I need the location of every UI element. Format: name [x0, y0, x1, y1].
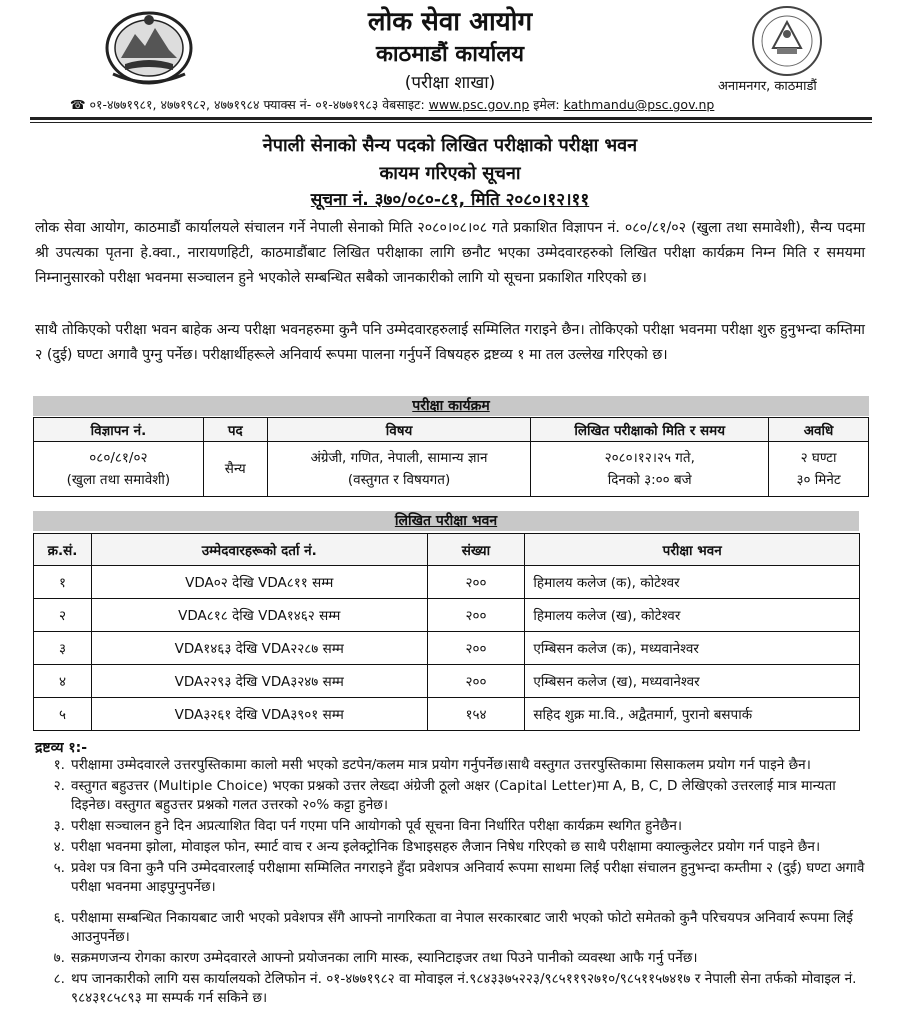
post-cell: सैन्य	[203, 442, 267, 497]
column-header: विषय	[267, 418, 531, 442]
notes-heading: द्रष्टव्य १:-	[35, 740, 88, 756]
section-name: (परीक्षा शाखा)	[404, 73, 496, 93]
notice-title: नेपाली सेनाको सैन्य पदको लिखित परीक्षाको परीक्षा भवन	[262, 135, 638, 156]
website-link[interactable]: www.psc.gov.np	[428, 97, 530, 112]
list-item: ३. परीक्षा सञ्चालन हुने दिन अप्रत्याशित विदा पर्न गएमा पनि आयोगको पूर्व सूचना विना निर्धारित परीक्षा कार्यक्रम स्थगित हुनेछैन।	[53, 818, 683, 834]
fax-number: फ्याक्स नं- ०१-४७७१९८३	[263, 97, 379, 112]
list-item: २. वस्तुगत बहुउत्तर (Multiple Choice) भएका प्रश्नको उत्तर लेख्दा अंग्रेजी ठूलो अक्षर (Capital Letter)मा A, B, C, D लेखिएको उत्तरलाई मात्र मान्यता दिइनेछ। वस्तुगत बहुउत्तर प्रश्नको गलत उत्तरको २०% कट्टा हुनेछ।	[53, 778, 836, 813]
datetime-cell: २०८०।१२।२५ गते, दिनको ३:०० बजे	[531, 442, 769, 497]
contact-line	[70, 96, 714, 113]
notice-paragraph-1: लोक सेवा आयोग, काठमाडौं कार्यालयले संचालन गर्ने नेपाली सेनाको मिति २०८०।०८।०८ गते प्रकाशित विज्ञापन नं. ०८०/८१/०२ (खुला तथा समावेशी), सैन्य पदमा श्री उपत्यका पृतना हे.क्वा., नारायणहिटी, काठमाडौंबाट लिखित परीक्षाका लागि छनौट भएका उम्मेदवारहरुको लिखित परीक्षा कार्यक्रम निम्न मिति र समयमा निम्नानुसारको परीक्षा भवनमा सञ्चालन हुने भएकोले सम्बन्धित सबैको जानकारीको लागि यो सूचना प्रकाशित गरिएको छ।	[35, 220, 865, 286]
schedule-table	[33, 417, 869, 497]
duration-cell: २ घण्टा ३० मिनेट	[769, 442, 869, 497]
office-address: अनामनगर, काठमाडौं	[718, 79, 817, 94]
website-label: वेबसाइट:	[382, 97, 425, 112]
column-header: पद	[203, 418, 267, 442]
header-divider-thin	[30, 122, 872, 123]
phone-numbers: ☎ ०१-४७७१९८१, ४७७१९८२, ४७७१९८४	[70, 97, 260, 112]
column-header: क्र.सं.	[34, 534, 92, 566]
table-row: ३ VDA१४६३ देखि VDA२२८७ सम्म २०० एम्बिसन कलेज (क), मध्यवानेश्वर	[34, 632, 860, 665]
notice-paragraph-2: साथै तोकिएको परीक्षा भवन बाहेक अन्य परीक्षा भवनहरुमा कुनै पनि उम्मेदवारहरुलाई सम्मिलित गराइने छैन। तोकिएको परीक्षा भवनमा परीक्षा शुरु हुनुभन्दा कम्तिमा २ (दुई) घण्टा अगावै पुग्नु पर्नेछ। परीक्षार्थीहरूले अनिवार्य रूपमा पालना गर्नुपर्ने विषयहरु द्रष्टव्य १ मा तल उल्लेख गरिएको छ।	[35, 322, 865, 363]
notes-list	[35, 756, 870, 1010]
list-item: ४. परीक्षा भवनमा झोला, मोवाइल फोन, स्मार्ट वाच र अन्य इलेक्ट्रोनिक डिभाइसहरु लैजान निषेध गरिएको छ साथै परीक्षामा क्याल्कुलेटर प्रयोग गर्न पाइने छैन।	[53, 839, 821, 855]
header-divider	[30, 117, 872, 120]
email-link[interactable]: kathmandu@psc.gov.np	[563, 97, 715, 112]
organization-name: लोक सेवा आयोग	[367, 7, 533, 37]
email-label: इमेल:	[533, 97, 560, 112]
list-item: ५. प्रवेश पत्र विना कुनै पनि उम्मेदवारलाई परीक्षामा सम्मिलित नगराइने हुँदा प्रवेशपत्र अनिवार्य रूपमा साथमा लिई परीक्षा संचालन हुनुभन्दा कम्तीमा २ (दुई) घण्टा अगावै परीक्षा भवनमा आइपुग्नुपर्नेछ।	[53, 860, 865, 895]
list-item: १. परीक्षामा उम्मेदवारले उत्तरपुस्तिकामा कालो मसी भएको डटपेन/कलम मात्र प्रयोग गर्नुपर्नेछ।साथै वस्तुगत उत्तरपुस्तिकामा सिसाकलम प्रयोग गर्न पाइने छैन।	[53, 757, 811, 773]
list-item: ७. सक्रमणजन्य रोगका कारण उम्मेदवारले आफ्नो प्रयोजनका लागि मास्क, स्यानिटाइजर तथा पिउने पानीको व्यवस्था आफै गर्नु पर्नेछ।	[53, 950, 698, 966]
table-row: ४ VDA२२९३ देखि VDA३२४७ सम्म २०० एम्बिसन कलेज (ख), मध्यवानेश्वर	[34, 665, 860, 698]
venues-heading: लिखित परीक्षा भवन	[33, 511, 859, 531]
letterhead	[0, 0, 900, 120]
table-row: २ VDA८१८ देखि VDA१४६२ सम्म २०० हिमालय कलेज (ख), कोटेश्वर	[34, 599, 860, 632]
office-name: काठमाडौं कार्यालय	[375, 42, 525, 67]
list-item: ६. परीक्षामा सम्बन्धित निकायबाट जारी भएको प्रवेशपत्र सँगै आफ्नो नागरिकता वा नेपाल सरकारबाट जारी भएको फोटो समेतको कुनै परिचयपत्र अनिवार्य रूपमा लिई आउनुपर्नेछ।	[53, 910, 853, 945]
table-header-row	[34, 534, 860, 566]
column-header: उम्मेदवारहरूको दर्ता नं.	[91, 534, 427, 566]
column-header: लिखित परीक्षाको मिति र समय	[531, 418, 769, 442]
schedule-heading: परीक्षा कार्यक्रम	[33, 396, 869, 416]
table-header-row	[34, 418, 869, 442]
column-header: परीक्षा भवन	[525, 534, 860, 566]
column-header: संख्या	[427, 534, 525, 566]
notice-subtitle: कायम गरिएको सूचना	[379, 163, 521, 184]
column-header: अवधि	[769, 418, 869, 442]
table-row: ५ VDA३२६१ देखि VDA३९०१ सम्म १५४ सहिद शुक्र मा.वि., अद्वैतमार्ग, पुरानो बसपार्क	[34, 698, 860, 731]
advertisement-cell: ०८०/८१/०२ (खुला तथा समावेशी)	[34, 442, 204, 497]
table-row: १ VDA०२ देखि VDA८११ सम्म २०० हिमालय कलेज (क), कोटेश्वर	[34, 566, 860, 599]
subject-cell: अंग्रेजी, गणित, नेपाली, सामान्य ज्ञान (वस्तुगत र विषयगत)	[267, 442, 531, 497]
column-header: विज्ञापन नं.	[34, 418, 204, 442]
list-item: ८. थप जानकारीको लागि यस कार्यालयको टेलिफोन नं. ०१-४७७१९८२ वा मोवाइल नं.९८४३३७५२२३/९८५११९२७१०/९८५११५७४१७ र नेपाली सेना तर्फको मोवाइल नं. ९८४३१८५८९३ मा सम्पर्क गर्न सकिने छ।	[53, 971, 857, 1006]
table-row	[34, 442, 869, 497]
venues-table	[33, 533, 860, 731]
notice-reference: सूचना नं. ३७०/०८०-८१, मिति २०८०।१२।११	[310, 190, 590, 210]
